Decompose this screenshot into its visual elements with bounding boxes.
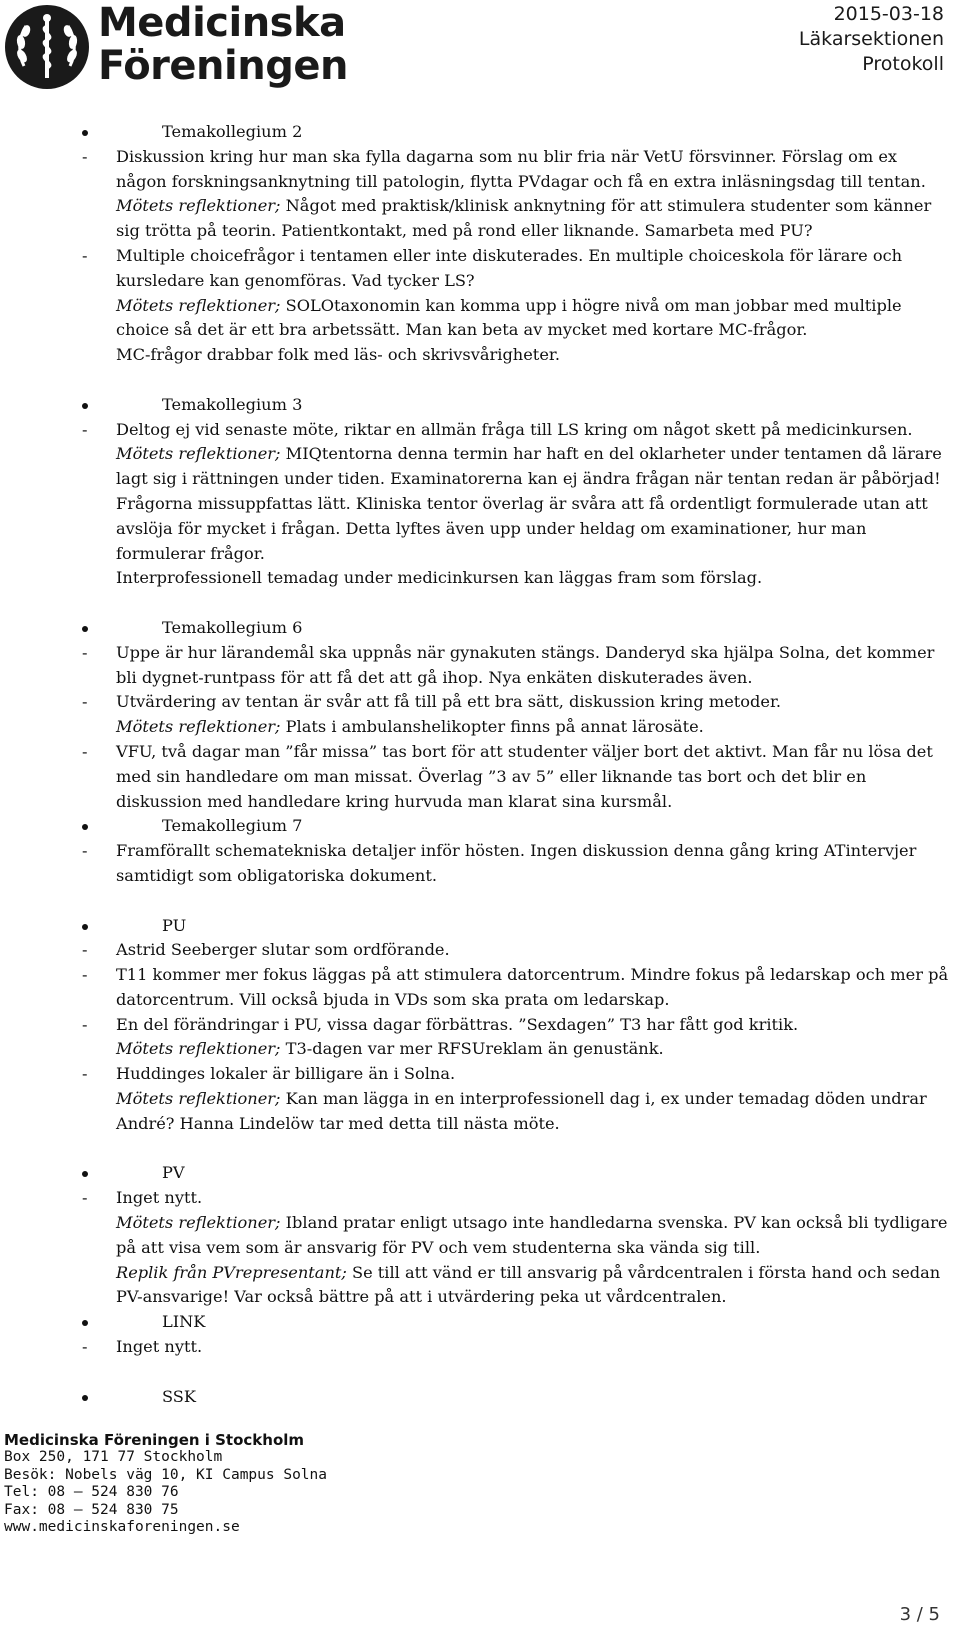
continuation-line xyxy=(80,269,950,294)
line-text: Plats i ambulanshelikopter finns på annat lärosäte. xyxy=(280,717,704,737)
footer-web: www.medicinskaforeningen.se xyxy=(4,1519,240,1536)
line-text: Ibland pratar enligt utsago inte handledarna svenska. PV kan också bli tydligare xyxy=(280,1213,948,1233)
document-date: 2015-03-18 xyxy=(833,3,944,25)
dash-item xyxy=(80,418,950,443)
dash-item xyxy=(80,244,950,269)
line-text: LINK xyxy=(162,1312,206,1332)
line-text: PU xyxy=(162,915,187,935)
spacer xyxy=(80,591,950,616)
minutes-body xyxy=(80,120,950,1409)
line-text: Inget nytt. xyxy=(116,1337,203,1357)
line-text: SOLOtaxonomin kan komma upp i högre nivå om man jobbar med multiple xyxy=(280,295,902,315)
line-text: En del förändringar i PU, vissa dagar förbättras. ”Sexdagen” T3 har fått god kritik. xyxy=(116,1014,799,1034)
continuation-line xyxy=(80,517,950,542)
line-text: Astrid Seeberger slutar som ordförande. xyxy=(116,940,450,960)
reflection-label: Mötets reflektioner; xyxy=(116,196,281,216)
line-text: Inget nytt. xyxy=(116,1188,203,1208)
reflection-label: Replik från PVrepresentant; xyxy=(116,1262,347,1282)
dash-item xyxy=(80,839,950,864)
continuation-line xyxy=(80,318,950,343)
continuation-line xyxy=(80,1087,950,1112)
line-text: Temakollegium 6 xyxy=(162,617,303,637)
line-text: Kan man lägga in en interprofessionell dag i, ex under temadag döden undrar xyxy=(280,1089,927,1109)
line-text: Utvärdering av tentan är svår att få till på ett bra sätt, diskussion kring metoder. xyxy=(116,692,782,712)
dash-item xyxy=(80,938,950,963)
reflection-label: Mötets reflektioner; xyxy=(116,295,281,315)
continuation-line xyxy=(80,1261,950,1286)
continuation-line xyxy=(80,1037,950,1062)
continuation-line xyxy=(80,442,950,467)
line-text: Frågorna missuppfattas lätt. Kliniska tentor överlag är svåra att få ordentligt formulerade utan att xyxy=(116,493,928,513)
line-text: T3-dagen var mer RFSUreklam än genustänk. xyxy=(280,1039,664,1059)
spacer xyxy=(80,368,950,393)
continuation-line xyxy=(80,715,950,740)
line-text: med sin handledare om man missat. Överlag ”3 av 5” eller liknande tas bort och det blir en xyxy=(116,766,867,786)
reflection-label: Mötets reflektioner; xyxy=(116,1213,281,1233)
section-heading xyxy=(80,1310,950,1335)
line-text: Deltog ej vid senaste möte, riktar en allmän fråga till LS kring om något skett på medicinkursen. xyxy=(116,419,913,439)
line-text: VFU, två dagar man ”får missa” tas bort för att studenter väljer bort det aktivt. Man får nu lösa det xyxy=(116,741,933,761)
continuation-line xyxy=(80,1211,950,1236)
line-text: André? Hanna Lindelöw tar med detta till nästa möte. xyxy=(116,1113,560,1133)
page-footer xyxy=(4,1432,327,1536)
continuation-line xyxy=(80,666,950,691)
dash-item xyxy=(80,1013,950,1038)
line-text: Framförallt schematekniska detaljer inför hösten. Ingen diskussion denna gång kring ATintervjer xyxy=(116,841,917,861)
section-heading xyxy=(80,914,950,939)
section-heading xyxy=(80,814,950,839)
footer-visit: Besök: Nobels väg 10, KI Campus Solna xyxy=(4,1466,328,1483)
spacer xyxy=(80,1137,950,1162)
section-heading xyxy=(80,393,950,418)
line-text: Temakollegium 7 xyxy=(162,816,303,836)
line-text: MIQtentorna denna termin har haft en del oklarheter under tentamen då lärare xyxy=(280,444,942,464)
continuation-line xyxy=(80,566,950,591)
line-text: MC-frågor drabbar folk med läs- och skrivsvårigheter. xyxy=(116,345,561,365)
line-text: lagt sig i rättningen under tiden. Examinatorerna kan ej ändra frågan när tentan redan är påbörjad! xyxy=(116,469,941,489)
line-text: formulerar frågor. xyxy=(116,543,265,563)
continuation-line xyxy=(80,492,950,517)
line-text: Multiple choicefrågor i tentamen eller inte diskuterades. En multiple choiceskola för lärare och xyxy=(116,245,903,265)
continuation-line xyxy=(80,467,950,492)
continuation-line xyxy=(80,219,950,244)
line-text: Interprofessionell temadag under medicinkursen kan läggas fram som förslag. xyxy=(116,568,763,588)
continuation-line xyxy=(80,343,950,368)
line-text: sig trötta på teorin. Patientkontakt, med på rond eller liknande. Samarbeta med PU? xyxy=(116,221,813,241)
section-heading xyxy=(80,616,950,641)
reflection-label: Mötets reflektioner; xyxy=(116,1089,281,1109)
continuation-line xyxy=(80,1236,950,1261)
continuation-line xyxy=(80,790,950,815)
dash-item xyxy=(80,740,950,765)
continuation-line xyxy=(80,1285,950,1310)
line-text: på att visa vem som är ansvarig för PV och vem studenterna ska vända sig till. xyxy=(116,1237,761,1257)
line-text: diskussion med handledare kring hurvuda man klarat sina kursmål. xyxy=(116,791,673,811)
reflection-label: Mötets reflektioner; xyxy=(116,717,281,737)
section-heading xyxy=(80,1385,950,1410)
spacer xyxy=(80,889,950,914)
section-heading xyxy=(80,120,950,145)
dash-item xyxy=(80,690,950,715)
page-number: 3 / 5 xyxy=(899,1604,940,1625)
dash-item xyxy=(80,1335,950,1360)
reflection-label: Mötets reflektioner; xyxy=(116,1039,281,1059)
document-type: Protokoll xyxy=(862,53,944,75)
line-text: Diskussion kring hur man ska fylla dagarna som nu blir fria när VetU försvinner. Förslag om ex xyxy=(116,146,898,166)
line-text: avslöja för mycket i frågan. Detta lyftes även upp under heldag om examinationer, hur man xyxy=(116,518,867,538)
line-text: datorcentrum. Vill också bjuda in VDs som ska prata om ledarskap. xyxy=(116,989,670,1009)
dash-item xyxy=(80,1186,950,1211)
dash-item xyxy=(80,641,950,666)
line-text: samtidigt som obligatoriska dokument. xyxy=(116,865,437,885)
line-text: PV-ansvarige! Var också bättre på att i utvärdering peka ut vårdcentralen. xyxy=(116,1287,727,1307)
reflection-label: Mötets reflektioner; xyxy=(116,444,281,464)
continuation-line xyxy=(80,864,950,889)
document-meta xyxy=(799,2,944,77)
line-text: Se till att vänd er till ansvarig på vårdcentralen i första hand och sedan xyxy=(346,1262,941,1282)
caduceus-laurel-emblem-icon xyxy=(4,4,90,90)
continuation-line xyxy=(80,194,950,219)
logo-line-2: Föreningen xyxy=(98,43,348,89)
line-text: Något med praktisk/klinisk anknytning för att stimulera studenter som känner xyxy=(280,196,932,216)
continuation-line xyxy=(80,988,950,1013)
line-text: Temakollegium 3 xyxy=(162,394,303,414)
line-text: choice så det är ett bra arbetssätt. Man kan beta av mycket med kortare MC-frågor. xyxy=(116,320,808,340)
footer-tel: Tel: 08 – 524 830 76 xyxy=(4,1484,179,1501)
line-text: T11 kommer mer fokus läggas på att stimulera datorcentrum. Mindre fokus på ledarskap och mer på xyxy=(116,965,949,985)
footer-org: Medicinska Föreningen i Stockholm xyxy=(4,1431,305,1449)
footer-address: Box 250, 171 77 Stockholm xyxy=(4,1449,223,1466)
continuation-line xyxy=(80,294,950,319)
logo-wordmark xyxy=(98,2,348,88)
dash-item xyxy=(80,963,950,988)
line-text: kursledare kan genomföras. Vad tycker LS? xyxy=(116,270,475,290)
footer-fax: Fax: 08 – 524 830 75 xyxy=(4,1501,179,1518)
logo-line-1: Medicinska xyxy=(98,0,346,46)
line-text: Uppe är hur lärandemål ska uppnås när gynakuten stängs. Danderyd ska hjälpa Solna, det kommer xyxy=(116,642,935,662)
dash-item xyxy=(80,145,950,170)
section-heading xyxy=(80,1161,950,1186)
page-header xyxy=(0,0,960,100)
line-text: SSK xyxy=(162,1386,196,1406)
continuation-line xyxy=(80,765,950,790)
line-text: PV xyxy=(162,1163,185,1183)
line-text: bli dygnet-runtpass för att få det att gå ihop. Nya enkäten diskuterades även. xyxy=(116,667,753,687)
continuation-line xyxy=(80,542,950,567)
document-section: Läkarsektionen xyxy=(798,28,944,50)
dash-item xyxy=(80,1062,950,1087)
line-text: Huddinges lokaler är billigare än i Solna. xyxy=(116,1064,456,1084)
line-text: någon forskningsanknytning till patologin, flytta PVdagar och få en extra inläsningsdag till tentan. xyxy=(116,171,926,191)
spacer xyxy=(80,1360,950,1385)
continuation-line xyxy=(80,1112,950,1137)
line-text: Temakollegium 2 xyxy=(162,122,303,141)
continuation-line xyxy=(80,170,950,195)
